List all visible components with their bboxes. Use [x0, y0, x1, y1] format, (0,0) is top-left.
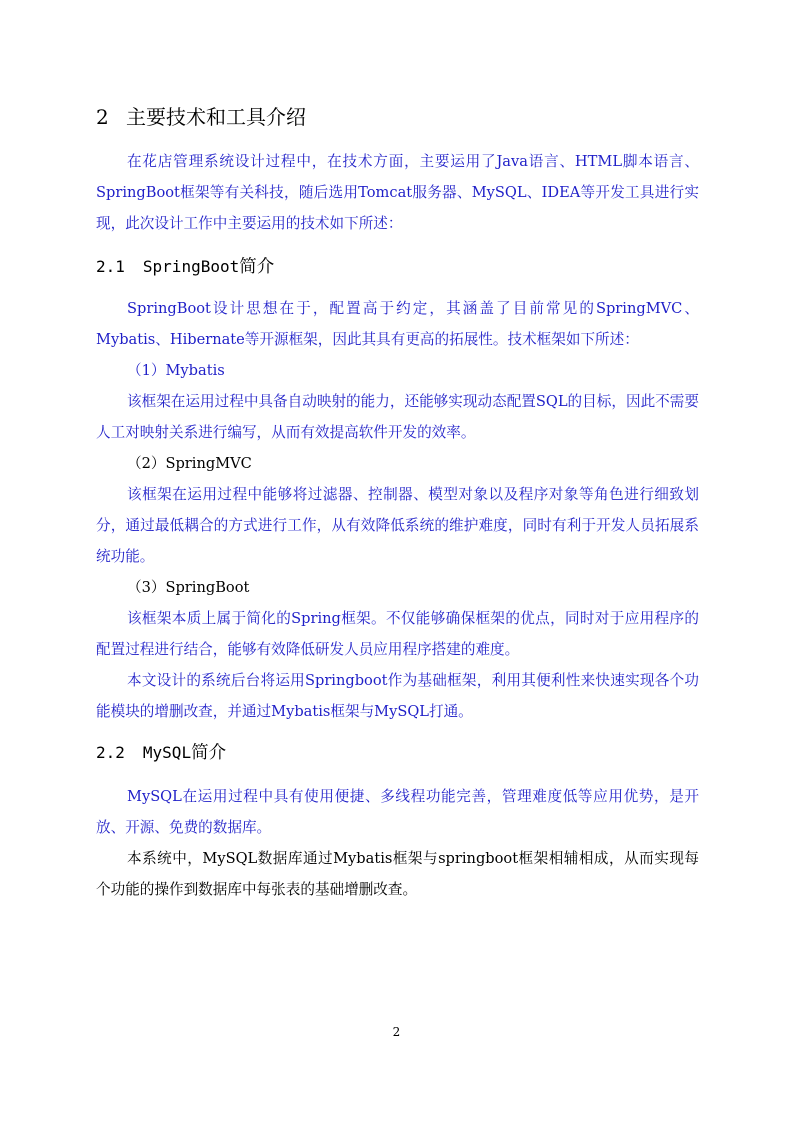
- springboot-closing-paragraph: 本文设计的系统后台将运用Springboot作为基础框架，利用其便利性来快速实现各个功能模块的增删改查，并通过Mybatis框架与MySQL打通。: [96, 672, 699, 720]
- subsection-title-cn: 简介: [191, 743, 227, 763]
- list-item-label: （2）SpringMVC: [127, 455, 252, 472]
- subsection-title-cn: 简介: [239, 257, 275, 277]
- list-item-text: 该框架在运用过程中具备自动映射的能力，还能够实现动态配置SQL的目标，因此不需要人工对映射关系进行编写，从而有效提高软件开发的效率。: [96, 393, 699, 441]
- list-item-label: （3）SpringBoot: [127, 579, 250, 596]
- section-intro-paragraph: 在花店管理系统设计过程中，在技术方面，主要运用了Java语言、HTML脚本语言、SpringBoot框架等有关科技，随后选用Tomcat服务器、MySQL、IDEA等开发工具进行实现，此次设计工作中主要运用的技术如下所述：: [96, 153, 699, 232]
- subsection-number: 2.2: [96, 743, 125, 762]
- subsection-heading-springboot: [96, 254, 699, 280]
- springboot-intro-paragraph: SpringBoot设计思想在于，配置高于约定，其涵盖了目前常见的SpringMVC、Mybatis、Hibernate等开源框架，因此其具有更高的拓展性。技术框架如下所述：: [96, 300, 699, 348]
- section-heading: [96, 102, 699, 132]
- subsection-title-en: MySQL: [142, 743, 192, 762]
- page-number: 2: [392, 1025, 401, 1039]
- section-title: 主要技术和工具介绍: [126, 105, 306, 129]
- mysql-intro-paragraph: MySQL在运用过程中具有使用便捷、多线程功能完善，管理难度低等应用优势，是开放、开源、免费的数据库。: [96, 788, 699, 836]
- list-item-label: （1）Mybatis: [127, 362, 225, 379]
- subsection-heading-mysql: [96, 740, 699, 766]
- section-number: 2: [96, 105, 109, 129]
- mysql-usage-paragraph: 本系统中，MySQL数据库通过Mybatis框架与springboot框架相辅相成，从而实现每个功能的操作到数据库中每张表的基础增删改查。: [96, 850, 699, 898]
- subsection-number: 2.1: [96, 257, 125, 276]
- list-item-text: 该框架本质上属于简化的Spring框架。不仅能够确保框架的优点，同时对于应用程序的配置过程进行结合，能够有效降低研发人员应用程序搭建的难度。: [96, 610, 699, 658]
- subsection-title-en: SpringBoot: [142, 257, 240, 276]
- list-item-text: 该框架在运用过程中能够将过滤器、控制器、模型对象以及程序对象等角色进行细致划分，通过最低耦合的方式进行工作，从有效降低系统的维护难度，同时有利于开发人员拓展系统功能。: [96, 486, 699, 565]
